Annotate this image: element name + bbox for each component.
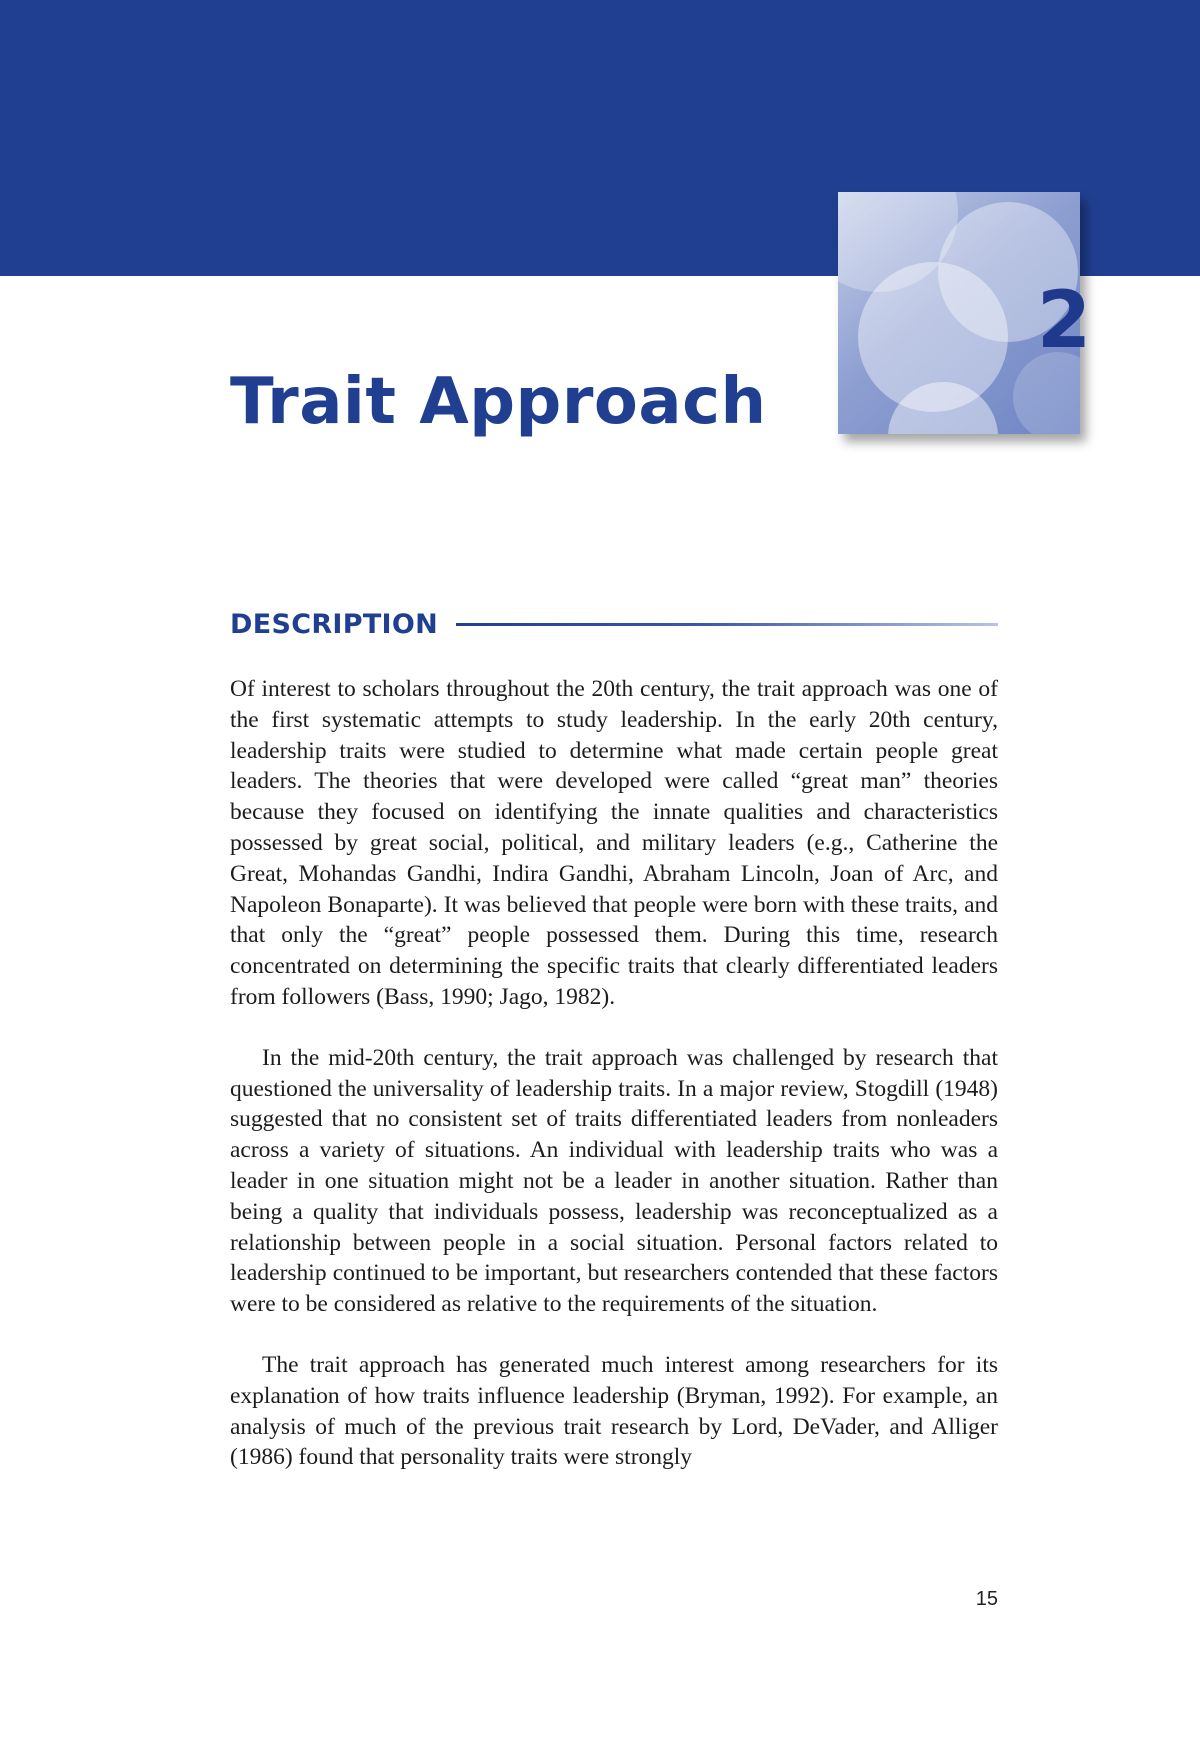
section-heading [230, 606, 998, 642]
page-number: 15 [975, 1588, 998, 1610]
paragraph-1: Of interest to scholars throughout the 20th century, the trait approach was one of the first systematic attempts to study leadership. In the early 20th century, leadership traits were studied to determine what made certain people great leaders. The theories that were developed were called “great man” theories because they focused on identifying the innate qualities and characteristics possessed by great social, political, and military leaders (e.g., Catherine the Great, Mohandas Gandhi, Indira Gandhi, Abraham Lincoln, Joan of Arc, and Napoleon Bonaparte). It was believed that people were born with these traits, and that only the “great” people possessed them. During this time, research concentrated on determining the specific traits that clearly differentiated leaders from followers (Bass, 1990; Jago, 1982). [230, 676, 998, 1010]
paragraph-3: The trait approach has generated much interest among researchers for its explanation of how traits influence leadership (Bryman, 1992). For example, an analysis of much of the previous trait research by Lord, DeVader, and Alliger (1986) found that personality traits were strongly [230, 1351, 998, 1471]
section-heading-rule [456, 623, 998, 626]
chapter-title: Trait Approach [230, 365, 767, 439]
chapter-number: 2 [1036, 276, 1092, 366]
paragraph-2: In the mid-20th century, the trait approach was challenged by research that questioned the universality of leadership traits. In a major review, Stogdill (1948) suggested that no consistent set of traits differentiated leaders from nonleaders across a variety of situations. An individual with leadership traits who was a leader in one situation might not be a leader in another situation. Rather than being a quality that individuals possess, leadership was reconceptualized as a relationship between people in a social situation. Personal factors related to leadership continued to be important, but researchers contended that these factors were to be considered as relative to the requirements of the situation. [230, 1044, 998, 1318]
section-heading-label: DESCRIPTION [230, 608, 439, 640]
body-text [230, 674, 998, 1503]
